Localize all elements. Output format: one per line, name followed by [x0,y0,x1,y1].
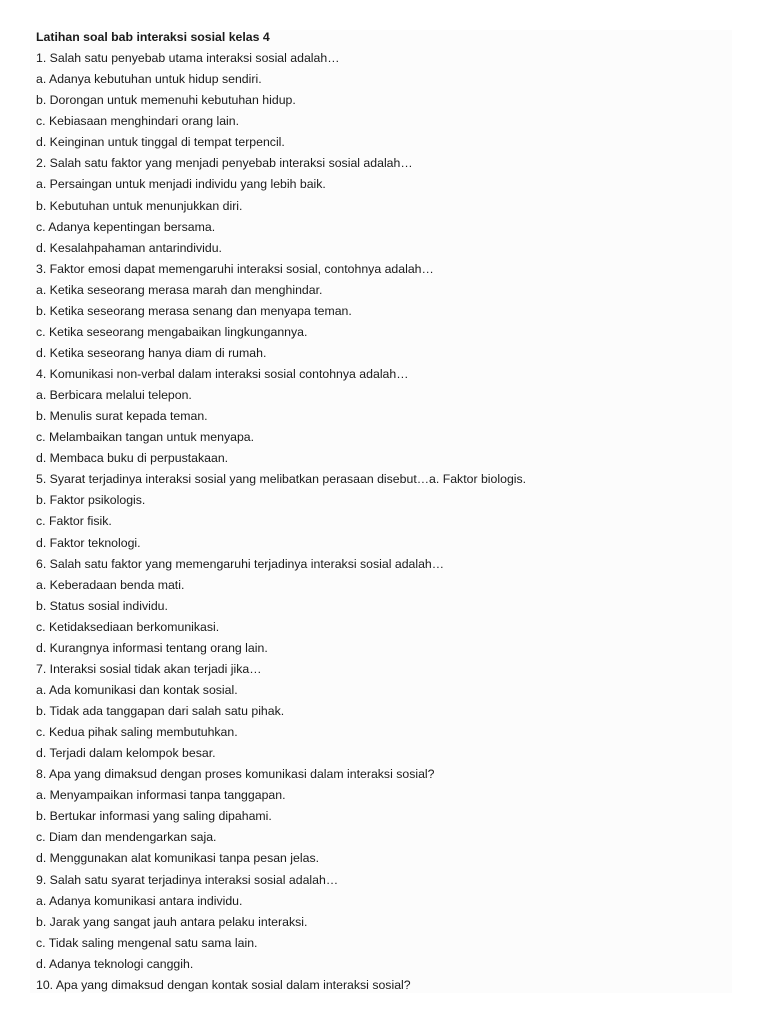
text-line: b. Faktor psikologis. [36,493,146,508]
text-line: c. Diam dan mendengarkan saja. [36,830,217,845]
text-line: a. Menyampaikan informasi tanpa tanggapan. [36,788,286,803]
text-line: d. Adanya teknologi canggih. [36,956,194,971]
text-line: b. Jarak yang sangat jauh antara pelaku interaksi. [36,914,308,929]
text-line: c. Kedua pihak saling membutuhkan. [36,725,238,740]
text-line: a. Ada komunikasi dan kontak sosial. [36,682,238,697]
text-line: c. Tidak saling mengenal satu sama lain. [36,935,258,950]
text-line: a. Keberadaan benda mati. [36,577,185,592]
text-line: c. Kebiasaan menghindari orang lain. [36,114,240,129]
text-line: b. Bertukar informasi yang saling dipahami. [36,809,272,824]
text-line: b. Kebutuhan untuk menunjukkan diri. [36,198,243,213]
text-line: c. Faktor fisik. [36,514,112,529]
text-line: c. Melambaikan tangan untuk menyapa. [36,430,255,445]
text-line: 9. Salah satu syarat terjadinya interaksi sosial adalah… [36,872,339,887]
text-line: a. Adanya komunikasi antara individu. [36,893,243,908]
text-line: a. Adanya kebutuhan untuk hidup sendiri. [36,72,262,87]
text-line: c. Adanya kepentingan bersama. [36,219,216,234]
text-line: b. Menulis surat kepada teman. [36,409,208,424]
text-line: a. Berbicara melalui telepon. [36,388,192,403]
text-line: d. Menggunakan alat komunikasi tanpa pesan jelas. [36,851,320,866]
text-line: a. Ketika seseorang merasa marah dan menghindar. [36,282,323,297]
text-line: d. Terjadi dalam kelompok besar. [36,746,216,761]
text-line: d. Faktor teknologi. [36,535,141,550]
text-line: b. Dorongan untuk memenuhi kebutuhan hidup. [36,93,296,108]
text-line: 2. Salah satu faktor yang menjadi penyebab interaksi sosial adalah… [36,156,413,171]
text-line: c. Ketidaksediaan berkomunikasi. [36,619,220,634]
text-line: a. Persaingan untuk menjadi individu yang lebih baik. [36,177,326,192]
text-line: 6. Salah satu faktor yang memengaruhi terjadinya interaksi sosial adalah… [36,556,445,571]
text-line: d. Membaca buku di perpustakaan. [36,451,229,466]
document-body [36,27,736,996]
document-title: Latihan soal bab interaksi sosial kelas 4 [36,30,270,44]
text-line: d. Keinginan untuk tinggal di tempat terpencil. [36,135,285,150]
text-line: 4. Komunikasi non-verbal dalam interaksi sosial contohnya adalah… [36,367,409,381]
text-line: 10. Apa yang dimaksud dengan kontak sosial dalam interaksi sosial? [36,977,411,992]
text-line: 7. Interaksi sosial tidak akan terjadi jika… [36,661,262,676]
text-line: d. Kurangnya informasi tentang orang lain. [36,640,268,655]
text-line: 5. Syarat terjadinya interaksi sosial yang melibatkan perasaan disebut…a. Faktor biologis. [36,472,527,487]
text-line: b. Status sosial individu. [36,598,168,613]
text-line: d. Ketika seseorang hanya diam di rumah. [36,345,267,360]
text-line: b. Tidak ada tanggapan dari salah satu pihak. [36,704,285,718]
text-line: 3. Faktor emosi dapat memengaruhi interaksi sosial, contohnya adalah… [36,261,434,276]
text-line: 8. Apa yang dimaksud dengan proses komunikasi dalam interaksi sosial? [36,767,435,782]
text-line: c. Ketika seseorang mengabaikan lingkungannya. [36,324,308,339]
text-line: d. Kesalahpahaman antarindividu. [36,240,222,255]
document-lines [36,48,736,996]
text-line: 1. Salah satu penyebab utama interaksi sosial adalah… [36,51,340,66]
text-line: b. Ketika seseorang merasa senang dan menyapa teman. [36,303,352,318]
